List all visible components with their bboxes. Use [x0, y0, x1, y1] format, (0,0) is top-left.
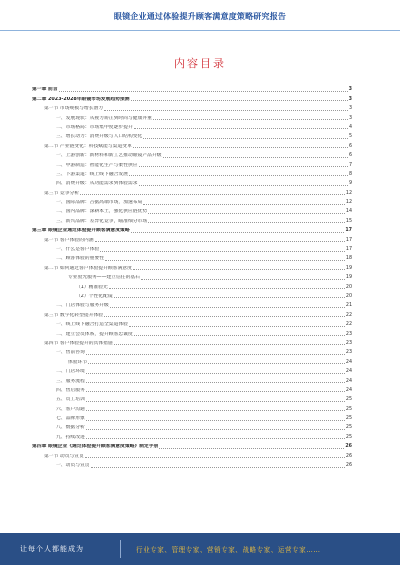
footer-divider [120, 540, 121, 558]
toc-entry[interactable] [32, 413, 352, 422]
toc-entry-label: 二、中游制造：智能化生产与柔性供应 [56, 162, 138, 168]
toc-leader-dots [129, 175, 348, 176]
toc-entry-page: 24 [345, 387, 352, 393]
toc-entry[interactable] [32, 225, 352, 234]
toc-leader-dots [131, 232, 345, 233]
toc-entry-page: 18 [345, 256, 352, 262]
toc-entry-label: 二、市场格局：市场集中度逐步提升 [56, 124, 133, 130]
toc-entry[interactable] [32, 140, 352, 149]
toc-entry[interactable] [32, 262, 352, 271]
toc-entry[interactable] [32, 366, 352, 375]
toc-entry[interactable] [32, 93, 352, 102]
toc-leader-dots [86, 410, 345, 411]
toc-entry-page: 14 [345, 209, 352, 215]
toc-entry[interactable] [32, 338, 352, 347]
toc-entry-page: 23 [345, 350, 352, 356]
toc-entry[interactable] [32, 206, 352, 215]
toc-entry-label: 五、员工培训 [56, 397, 85, 403]
toc-leader-dots [95, 241, 345, 242]
toc-entry-page: 24 [345, 369, 352, 375]
page-footer [0, 533, 400, 565]
toc-entry[interactable] [32, 441, 352, 450]
toc-leader-dots [85, 457, 345, 458]
toc-entry-label: 一、售前咨询 [56, 350, 85, 356]
toc-entry-label: 第二章 2023-2028年眼镜市场发展趋势预测 [32, 96, 130, 102]
toc-entry-page: 19 [345, 275, 352, 281]
toc-leader-dots [86, 354, 345, 355]
toc-leader-dots [139, 166, 348, 167]
toc-entry-page: 12 [345, 190, 352, 196]
toc-entry-label: 第二节 如何通过客户体验提升顾客满意度 [44, 265, 132, 271]
toc-leader-dots [80, 194, 345, 195]
toc-entry-page: 6 [348, 143, 352, 149]
toc-entry-page: 3 [348, 106, 352, 112]
toc-entry-page: 26 [345, 444, 352, 450]
toc-entry-label: 三、新兴品牌：差异化竞争，瞄准细分市场 [56, 218, 148, 224]
toc-entry-label: 二、建立会员体系，提升顾客忠诚度 [56, 331, 133, 337]
toc-entry[interactable] [32, 244, 352, 253]
toc-entry[interactable] [32, 422, 352, 431]
footer-slogan: 让每个人都能成为 [20, 545, 84, 553]
toc-entry-page: 15 [345, 218, 352, 224]
toc-entry-page: 7 [348, 162, 352, 168]
toc-entry-page: 24 [345, 359, 352, 365]
toc-leader-dots [109, 288, 345, 289]
toc-entry-label: 第三章 眼镜企业通过体验提升顾客满意度策略 [32, 228, 130, 234]
toc-entry-page: 25 [345, 397, 352, 403]
toc-leader-dots [148, 213, 345, 214]
toc-entry-label: 七、品牌形象 [56, 416, 85, 422]
toc-entry-label: 二、顾客体验的重要性 [56, 256, 104, 262]
toc-entry[interactable] [32, 300, 352, 309]
toc-entry[interactable] [32, 234, 352, 243]
toc-entry[interactable] [32, 385, 352, 394]
toc-entry[interactable] [32, 272, 352, 281]
toc-entry-label: 二、门店体验与服务升级 [56, 303, 109, 309]
toc-entry-label: 一、发展现状：从视力矫正到时尚与健康并重 [56, 115, 152, 121]
toc-entry[interactable] [32, 291, 352, 300]
toc-leader-dots [86, 420, 345, 421]
toc-leader-dots [131, 100, 348, 101]
toc-leader-dots [86, 438, 345, 439]
toc-leader-dots [133, 147, 348, 148]
toc-entry-label: 一、上游创新：新材料和新工艺推动眼镜产品升级 [56, 153, 162, 159]
toc-leader-dots [114, 297, 345, 298]
toc-entry-page: 3 [348, 96, 352, 102]
toc-entry[interactable] [32, 112, 352, 121]
toc-entry-page: 3 [348, 87, 352, 93]
toc-entry[interactable] [32, 169, 352, 178]
toc-entry-page: 21 [345, 303, 352, 309]
toc-entry[interactable] [32, 394, 352, 403]
toc-entry-page: 20 [345, 293, 352, 299]
toc-entry[interactable] [32, 431, 352, 440]
toc-entry-label: 九、持续改进 [56, 434, 85, 440]
toc-entry-label: 一、什么是客户体验 [56, 247, 100, 253]
toc-leader-dots [133, 269, 345, 270]
toc-entry-label: 四、消费升级：从功能需求到体验需求 [56, 181, 138, 187]
toc-leader-dots [105, 260, 345, 261]
toc-entry-page: 6 [348, 153, 352, 159]
toc-entry[interactable] [32, 328, 352, 337]
toc-leader-dots [86, 391, 345, 392]
toc-entry-page: 25 [345, 425, 352, 431]
toc-entry-label: 二、国内品牌：深耕本土，强化供应链优势 [56, 209, 148, 215]
toc-entry-label: 一、国际品牌：占据高端市场，加速布局 [56, 200, 143, 206]
toc-leader-dots [163, 157, 348, 158]
toc-entry[interactable] [32, 309, 352, 318]
toc-leader-dots [143, 204, 345, 205]
toc-entry-page: 26 [345, 453, 352, 459]
toc-entry-label: 三、下游渠道：线上线下融合发展 [56, 171, 128, 177]
toc-entry-page: 24 [345, 378, 352, 384]
toc-leader-dots [114, 344, 345, 345]
toc-entry[interactable] [32, 281, 352, 290]
toc-entry-label: 第一节 市场规模与增长潜力 [44, 106, 104, 112]
toc-entry[interactable] [32, 122, 352, 131]
toc-entry[interactable] [32, 460, 352, 469]
toc-entry-label: （2）个性化配镜 [76, 293, 113, 299]
toc-entry-label: 三、服务流程 [56, 378, 85, 384]
toc-leader-dots [100, 251, 345, 252]
toc-entry-page: 12 [345, 200, 352, 206]
toc-entry[interactable] [32, 103, 352, 112]
toc-entry-label: （1）精准验光 [76, 284, 108, 290]
toc-entry-label: 第四节 客户体验提升的具体措施 [44, 340, 113, 346]
table-of-contents [32, 84, 352, 469]
toc-leader-dots [86, 373, 345, 374]
toc-entry[interactable] [32, 150, 352, 159]
toc-leader-dots [148, 222, 345, 223]
toc-leader-dots [59, 91, 348, 92]
page-header [0, 0, 400, 31]
toc-entry-page: 23 [345, 331, 352, 337]
toc-leader-dots [159, 448, 344, 449]
toc-entry-label: 三、增长动力：消费升级与人口结构变化 [56, 134, 143, 140]
toc-leader-dots [86, 429, 345, 430]
toc-entry-page: 23 [345, 340, 352, 346]
toc-entry[interactable] [32, 375, 352, 384]
toc-leader-dots [129, 326, 345, 327]
toc-leader-dots [104, 316, 345, 317]
toc-entry-label: 四、售后服务 [56, 387, 85, 393]
toc-entry-page: 25 [345, 406, 352, 412]
toc-entry[interactable] [32, 347, 352, 356]
toc-leader-dots [141, 279, 345, 280]
toc-entry-page: 4 [348, 124, 352, 130]
toc-entry[interactable] [32, 178, 352, 187]
toc-entry[interactable] [32, 131, 352, 140]
toc-entry-page: 17 [345, 237, 352, 243]
toc-entry[interactable] [32, 159, 352, 168]
toc-entry-label: 专业验光服务——建立信任的基石 [68, 275, 140, 281]
toc-entry-label: 八、数据分析 [56, 425, 85, 431]
toc-entry-label: 第二节 产业链变化：科技赋能与渠道变革 [44, 143, 132, 149]
toc-leader-dots [139, 185, 348, 186]
toc-entry[interactable] [32, 356, 352, 365]
toc-entry-page: 26 [345, 463, 352, 469]
toc-leader-dots [88, 363, 345, 364]
toc-leader-dots [104, 110, 348, 111]
toc-entry-label: 二、门店环境 [56, 369, 85, 375]
toc-entry-label: 一、线上线下融合打造全渠道体验 [56, 322, 128, 328]
toc-entry-page: 22 [345, 312, 352, 318]
toc-entry[interactable] [32, 253, 352, 262]
toc-entry-page: 19 [345, 265, 352, 271]
report-title: 眼镜企业通过体验提升顾客满意度策略研究报告 [113, 12, 287, 21]
toc-leader-dots [153, 119, 348, 120]
toc-leader-dots [134, 335, 345, 336]
toc-entry-label: 六、客户沟通 [56, 406, 85, 412]
toc-entry-page: 17 [345, 247, 352, 253]
toc-entry-page: 25 [345, 416, 352, 422]
toc-entry[interactable] [32, 403, 352, 412]
toc-leader-dots [110, 307, 345, 308]
toc-entry-label: 第一章 前言 [32, 87, 58, 93]
toc-entry-label: 第三节 数字化转型提升体验 [44, 312, 104, 318]
toc-entry-page: 3 [348, 115, 352, 121]
toc-entry-page: 22 [345, 322, 352, 328]
toc-entry[interactable] [32, 450, 352, 459]
toc-heading: 内容目录 [174, 57, 226, 70]
toc-entry-page: 20 [345, 284, 352, 290]
toc-entry-label: 一、动员与宣贯 [56, 463, 90, 469]
toc-entry[interactable] [32, 187, 352, 196]
footer-roles: 行业专家、管理专家、营销专家、战略专家、运营专家…… [136, 546, 321, 554]
toc-leader-dots [134, 128, 348, 129]
toc-leader-dots [86, 401, 345, 402]
toc-leader-dots [86, 382, 345, 383]
toc-entry-label: 第三节 竞争分析 [44, 190, 80, 196]
toc-entry-page: 8 [348, 171, 352, 177]
toc-leader-dots [143, 138, 348, 139]
toc-entry[interactable] [32, 215, 352, 224]
toc-entry-label: 体验环节 [68, 359, 88, 365]
toc-entry-label: 第一节 动员与宣贯 [44, 453, 84, 459]
toc-entry-label: 第一节 客户体验的内涵 [44, 237, 94, 243]
toc-leader-dots [91, 467, 345, 468]
toc-entry[interactable] [32, 319, 352, 328]
toc-entry-page: 17 [345, 228, 352, 234]
toc-entry-page: 25 [345, 434, 352, 440]
toc-entry[interactable] [32, 84, 352, 93]
toc-entry[interactable] [32, 197, 352, 206]
toc-entry-page: 9 [348, 181, 352, 187]
toc-entry-label: 第四章 眼镜企业《通过体验提升顾客满意度策略》制定手册 [32, 444, 159, 450]
toc-entry-page: 5 [348, 134, 352, 140]
